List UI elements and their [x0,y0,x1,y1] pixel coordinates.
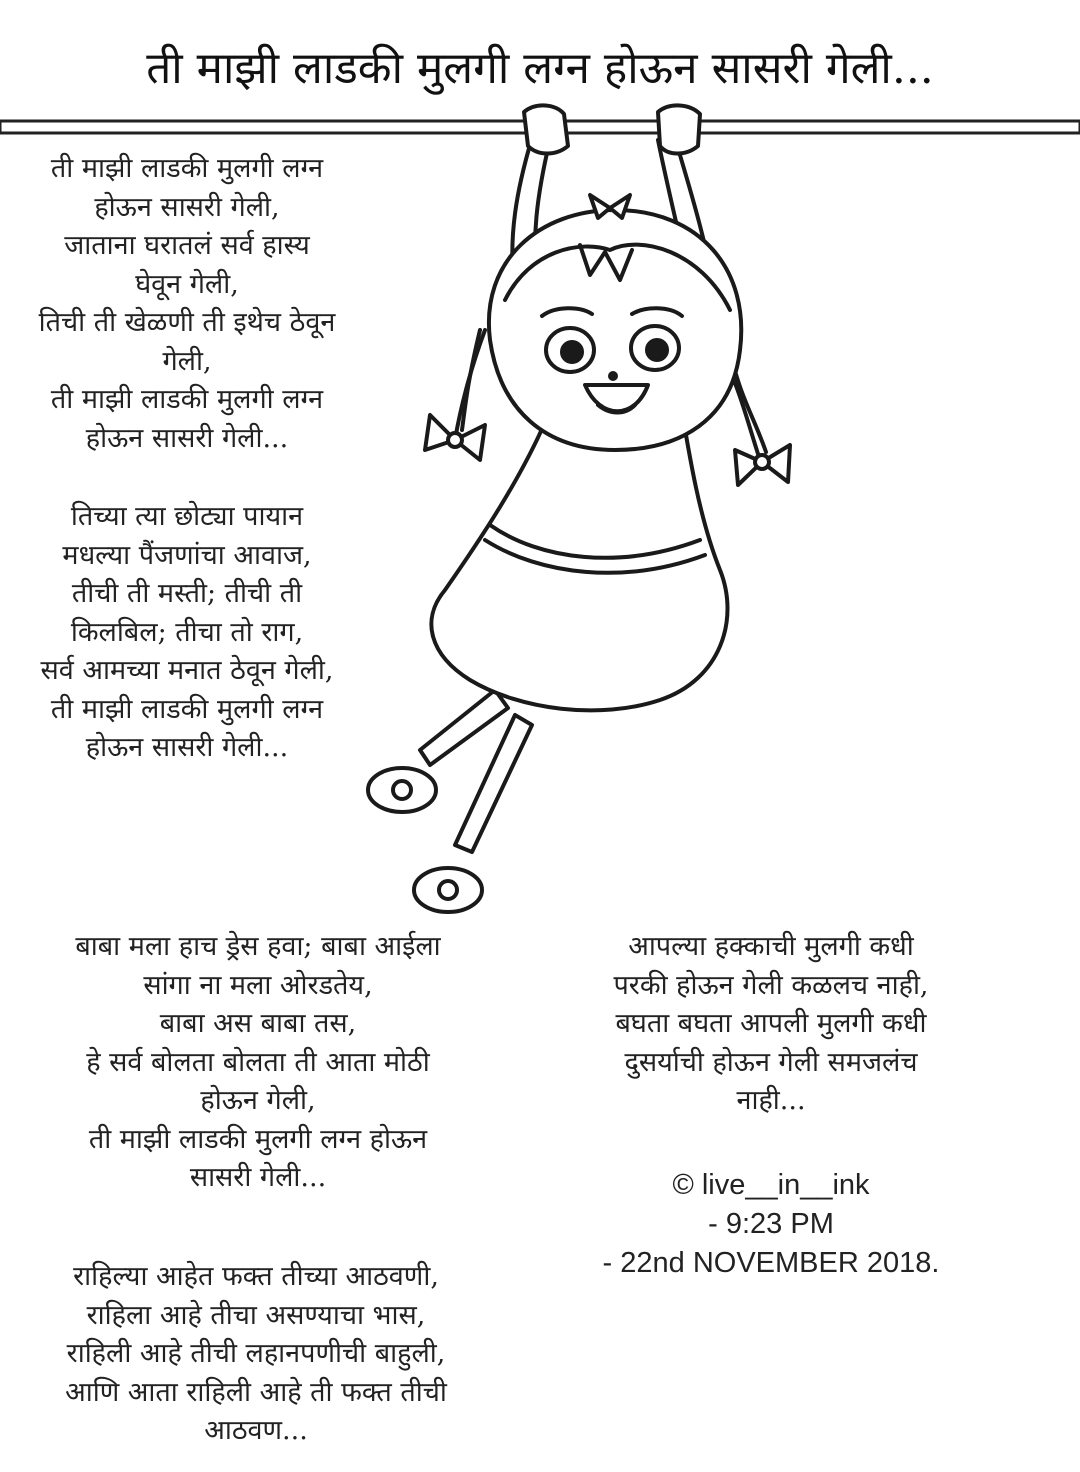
poem-stanza-1: ती माझी लाडकी मुलगी लग्न होऊन सासरी गेली, जाताना घरातलं सर्व हास्य घेवून गेली, तिची ती खेळणी ती इथेच ठेवून गेली, ती माझी लाडकी मुलगी लग्न होऊन सासरी गेली... [38,153,336,454]
author-handle: © live__in__ink [672,1169,870,1201]
poem-stanza-5: आपल्या हक्काची मुलगी कधी परकी होऊन गेली कळलच नाही, बघता बघता आपली मुलगी कधी दुसर्याची होऊन गेली समजलंच नाही... [613,931,929,1116]
poem-stanza-3: बाबा मला हाच ड्रेस हवा; बाबा आईला सांगा ना मला ओरडतेय, बाबा अस बाबा तस, हे सर्व बोलता बोलता ती आता मोठी होऊन गेली, ती माझी लाडकी मुलगी लग्न होऊन सासरी गेली... [75,931,441,1193]
page-title: ती माझी लाडकी मुलगी लग्न होऊन सासरी गेली... [146,43,934,94]
poem-stanza-2: तिच्या त्या छोट्या पायान मधल्या पैंजणांचा आवाज, तीची ती मस्ती; तीची ती किलबिल; तीचा तो राग, सर्व आमच्या मनात ठेवून गेली, ती माझी लाडकी मुलगी लग्न होऊन सासरी गेली... [40,501,334,763]
post-date: - 22nd NOVEMBER 2018. [602,1247,940,1279]
poem-stanza-4: राहिल्या आहेत फक्त तीच्या आठवणी, राहिला आहे तीचा असण्याचा भास, राहिली आहे तीची लहानपणीची बाहुली, आणि आता राहिली आहे ती फक्त तीची आठवण... [65,1261,447,1446]
author-credit [566,1166,976,1283]
post-time: - 9:23 PM [708,1208,834,1240]
